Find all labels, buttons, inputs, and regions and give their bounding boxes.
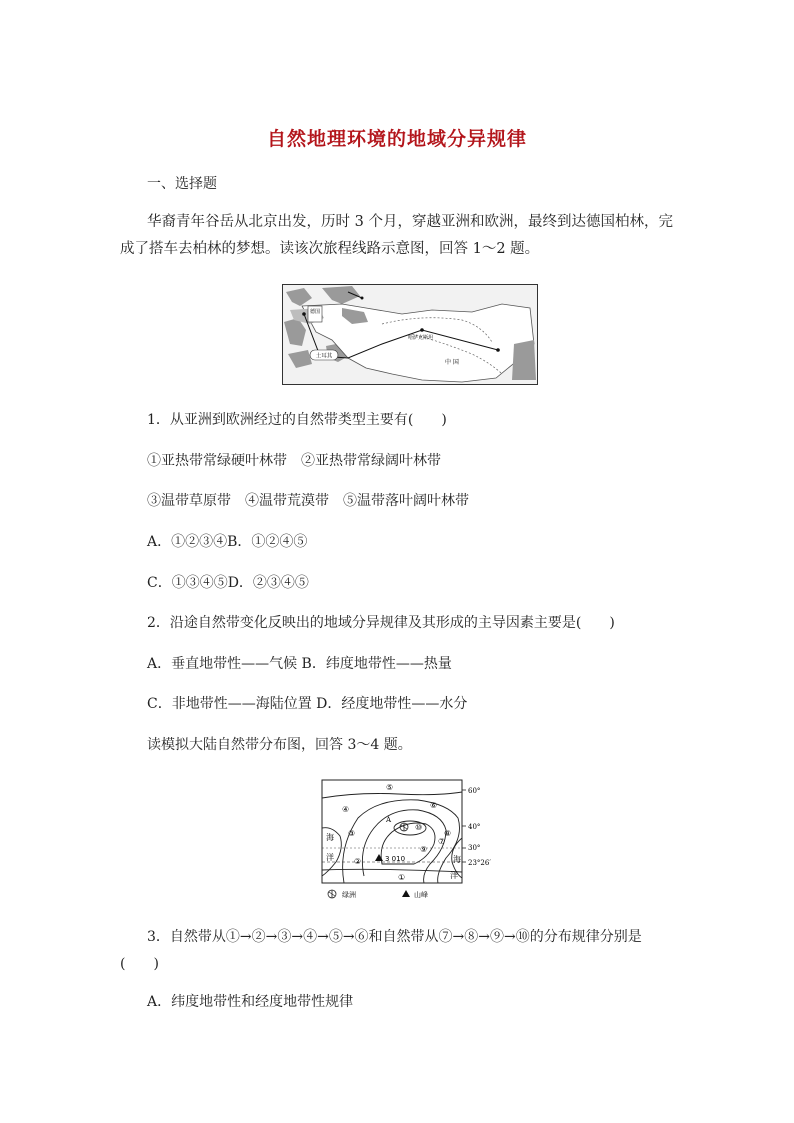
lat-60: 60°	[468, 787, 481, 795]
zone-10: ⑩	[415, 823, 423, 832]
lat-23: 23°26′	[468, 859, 491, 867]
zone-1: ①	[398, 873, 406, 882]
oasis-legend-icon	[328, 890, 336, 898]
lat-30: 30°	[468, 844, 481, 852]
label-kazakhstan: 哈萨克斯坦	[408, 335, 434, 341]
intro-paragraph-1: 华裔青年谷岳从北京出发，历时 3 个月，穿越亚洲和欧洲，最终到达德国柏林，完成了搭车去柏林的梦想。读该次旅程线路示意图，回答 1～2 题。	[120, 214, 673, 257]
zone-6: ⑥	[430, 801, 438, 810]
page-title: 自然地理环境的地域分异规律	[266, 128, 527, 150]
question-1-stem: 1．从亚洲到欧洲经过的自然带类型主要有( )	[147, 412, 447, 428]
intro-paragraph-2: 读模拟大陆自然带分布图，回答 3～4 题。	[147, 737, 412, 753]
question-3-bracket: ( )	[120, 956, 159, 972]
legend-peak: 山峰	[414, 891, 428, 899]
ocean-left: 洋	[326, 853, 334, 862]
label-china: 中 国	[445, 359, 459, 366]
sea-right: 海	[453, 855, 461, 864]
label-turkey: 土耳其	[315, 353, 333, 360]
zone-5: ⑤	[386, 783, 394, 792]
zone-7: ⑦	[438, 837, 446, 846]
question-1-choice-ab: A．①②③④B．①②④⑤	[147, 534, 308, 550]
question-2-stem: 2．沿途自然带变化反映出的地域分异规律及其形成的主导因素主要是( )	[147, 615, 615, 631]
question-1-options-line2: ③温带草原带 ④温带荒漠带 ⑤温带落叶阔叶林带	[147, 493, 469, 509]
ocean-right: 洋	[450, 871, 458, 880]
zone-2: ②	[354, 857, 362, 866]
zone-8: ⑧	[444, 829, 452, 838]
section-heading: 一、选择题	[147, 176, 217, 192]
question-3-stem: 3．自然带从①→②→③→④→⑤→⑥和自然带从⑦→⑧→⑨→⑩的分布规律分别是	[147, 929, 642, 945]
peak-legend-icon	[402, 890, 410, 897]
question-1-options-line1: ①亚热带常绿硬叶林带 ②亚热带常绿阔叶林带	[147, 453, 441, 469]
question-2-choice-cd: C．非地带性——海陆位置 D．经度地带性——水分	[147, 696, 468, 712]
question-3-choice-a: A．纬度地带性和经度地带性规律	[147, 994, 354, 1010]
zone-3: ③	[348, 829, 356, 838]
legend-oasis: 绿洲	[342, 891, 356, 899]
route-map	[282, 284, 538, 385]
question-1-choice-cd: C．①③④⑤D．②③④⑤	[147, 575, 309, 591]
label-germany: 德国	[309, 309, 321, 315]
point-a: A	[386, 816, 392, 824]
question-2-choice-ab: A．垂直地带性——气候 B．纬度地带性——热量	[147, 656, 452, 672]
natural-zone-map	[318, 778, 508, 902]
peak-value: 3 010	[385, 855, 406, 863]
lat-40: 40°	[468, 823, 481, 831]
sea-left: 海	[326, 833, 334, 842]
zone-9: ⑨	[420, 845, 428, 854]
zone-4: ④	[342, 805, 350, 814]
